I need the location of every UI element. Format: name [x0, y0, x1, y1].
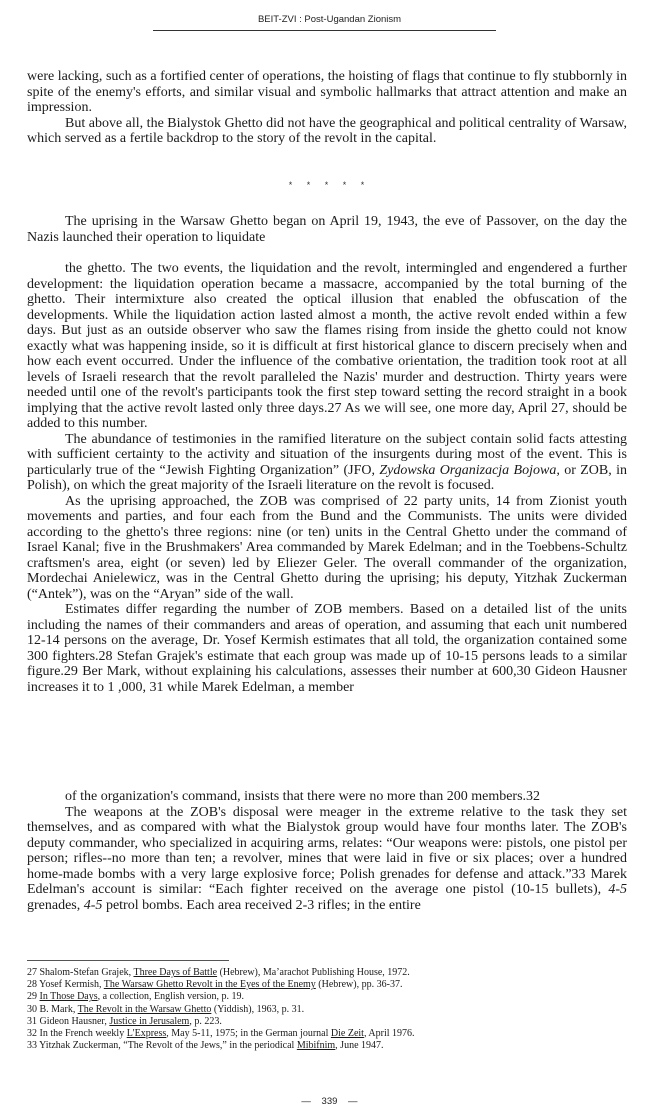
- paragraph-weapons: [27, 805, 627, 914]
- footnote-text: Yosef Kermish,: [37, 979, 104, 991]
- footnote-number: 29: [27, 991, 37, 1003]
- italic-number: 4-5: [83, 897, 103, 913]
- paragraph: were lacking, such as a fortified center of operations, the hoisting of flags that continue to fly stubbornly in spite of the enemy's efforts, and similar visual and symbolic hallmarks that attract attention and make an impression.: [27, 69, 627, 115]
- text-run: The abundance of testimonies in the ramified literature on the subject contain solid facts attesting with sufficient certainty to the activity and situation of the insurgents during most of the event. This is particularly true of the “Jewish Fighting Organization” (JFO,: [27, 431, 627, 478]
- paragraph: Estimates differ regarding the number of ZOB members. Based on a detailed list of the units including the names of their commanders and areas of operation, and assuming that each unit numbered 12-14 persons on the average, Dr. Yosef Kermish estimates that all told, the organization contained some 300 fighters.28 Stefan Grajek's estimate that each group was made up of 10-15 persons leads to a similar figure.29 Ber Mark, without explaining his calculations, assesses their number at 600,30 Gideon Hausner increases it to 1 ,000, 31 while Marek Edelman, a member: [27, 602, 627, 695]
- footnote-title: The Revolt in the Warsaw Ghetto: [77, 1003, 212, 1015]
- footnote-title: Three Days of Battle: [133, 967, 218, 978]
- footnote-text: (Yiddish), 1963, p. 31.: [211, 1003, 305, 1015]
- footnote-text: , April 1976.: [363, 1028, 415, 1040]
- footnote-31: [27, 1016, 637, 1028]
- section-separator: * * * * *: [288, 180, 371, 190]
- footnote-30: [27, 1004, 637, 1016]
- text-block-bottom: [27, 789, 627, 913]
- paragraph: As the uprising approached, the ZOB was comprised of 22 party units, 14 from Zionist youth movements and parties, and four each from the Bund and the Communists. The units were divided according to the ghetto's three regions: nine (or ten) units in the Central Ghetto under the command of Israel Kanal; five in the Brushmakers' Area commanded by Marek Edelman; and in the Toebbens-Schultz craftsmen's area, eight (or seven) led by Eliezer Geler. The overall commander of the organization, Mordechai Anielewicz, was in the Central Ghetto during the uprising; his deputy, Yitzhak Zuckerman (“Antek”), was on the “Aryan” side of the wall.: [27, 493, 627, 602]
- footnote-number: 33: [27, 1040, 37, 1052]
- text-run: grenades,: [27, 897, 84, 913]
- footnote-text: , p. 223.: [189, 1015, 222, 1027]
- footnote-title: The Warsaw Ghetto Revolt in the Eyes of the Enemy: [103, 979, 316, 991]
- text-block-top: [27, 69, 627, 147]
- page-number: — 339 —: [301, 1096, 358, 1107]
- text-block-main: [27, 261, 627, 695]
- paragraph-jfo: [27, 432, 627, 494]
- footnote-title: In Those Days: [39, 991, 98, 1003]
- paragraph: But above all, the Bialystok Ghetto did not have the geographical and political centrality of Warsaw, which served as a fertile backdrop to the story of the revolt in the capital.: [27, 115, 627, 146]
- footnote-number: 30: [27, 1003, 37, 1015]
- footnote-33: [27, 1040, 637, 1052]
- footnote-27: [27, 967, 637, 979]
- italic-term: Zydowska Organizacja Bojowa,: [379, 462, 560, 478]
- paragraph: The uprising in the Warsaw Ghetto began on April 19, 1943, the eve of Passover, on the day the Nazis launched their operation to liquidate: [27, 214, 627, 245]
- footnote-text: (Hebrew), Maʼarachot Publishing House, 1972.: [217, 967, 410, 978]
- paragraph: the ghetto. The two events, the liquidation and the revolt, intermingled and engendered a further development: the liquidation operation became a massacre, accompanied by the total burning of the ghetto. Their intermixture also created the optical illusion that enabled the obfuscation of the developments. While the liquidation action lasted almost a month, the active revolt ended within a few days. But just as an outside observer who saw the flames rising from inside the ghetto could not know exactly what was happening inside, so it is difficult at first historical glance to discern precisely when and how each event occurred. Under the influence of the combative orientation, the tradition took root at all levels of Israeli research that the revolt paralleled the Nazis' murder and destruction. Thirty years were needed until one of the revolt's participants took the first step toward setting the record straight in a book implying that the active revolt lasted only three days.27 As we will see, one more day, April 27, should be added to this number.: [27, 261, 627, 431]
- footnote-title: Die Zeit: [330, 1028, 364, 1040]
- footnote-text: , June 1947.: [335, 1040, 384, 1052]
- text-block-uprising-intro: [27, 214, 627, 245]
- footnote-text: Gideon Hausner,: [37, 1015, 110, 1027]
- footnote-text: , May 5-11, 1975; in the German journal: [166, 1028, 331, 1040]
- footnote-number: 31: [27, 1015, 37, 1027]
- footnote-title: Mibifnim: [296, 1040, 336, 1052]
- footnote-32: [27, 1028, 637, 1040]
- footnote-text: B. Mark,: [37, 1003, 78, 1015]
- footnote-rule: [27, 960, 229, 961]
- footnote-title: L'Express: [126, 1028, 167, 1040]
- footnote-text: (Hebrew), pp. 36-37.: [315, 979, 403, 991]
- footnote-title: Justice in Jerusalem: [109, 1015, 190, 1027]
- footnote-text: In the French weekly: [37, 1028, 127, 1040]
- footnotes: [27, 967, 637, 1052]
- footnote-28: [27, 979, 637, 991]
- footnote-number: 28: [27, 979, 37, 991]
- text-run: petrol bombs. Each area received 2-3 rifles; in the entire: [102, 897, 421, 913]
- text-run: or ZOB, in Polish), on which the great majority of the Israeli literature on the revolt is focused.: [27, 462, 627, 493]
- footnote-number: 32: [27, 1028, 37, 1040]
- footnote-29: [27, 991, 637, 1003]
- italic-number: 4-5: [608, 882, 627, 897]
- footnote-text: Shalom-Stefan Grajek,: [37, 967, 134, 978]
- paragraph: of the organization's command, insists that there were no more than 200 members.32: [65, 789, 541, 804]
- running-header: BEIT-ZVI : Post-Ugandan Zionism: [257, 14, 402, 25]
- footnote-number: 27: [27, 967, 37, 978]
- text-run: The weapons at the ZOB's disposal were meager in the extreme relative to the task they set themselves, and as compared with what the Bialystok group would have four months later. The ZOB's deputy commander, who specialized in acquiring arms, relates: “Our weapons were: pistols, one pistol per person; rifles--no more than ten; a revolver, mines that were laid in five or six places; over a hundred home-made bombs with a very large explosive force; Polish grenades for defense and attack.”33 Marek Edelman's account is similar: “Each fighter received on the average one pistol (10-15 bullets),: [27, 804, 627, 897]
- footnote-text: Yitzhak Zuckerman, “The Revolt of the Jews,” in the periodical: [37, 1040, 297, 1052]
- footnote-text: , a collection, English version, p. 19.: [97, 991, 245, 1003]
- header-rule: [153, 30, 496, 31]
